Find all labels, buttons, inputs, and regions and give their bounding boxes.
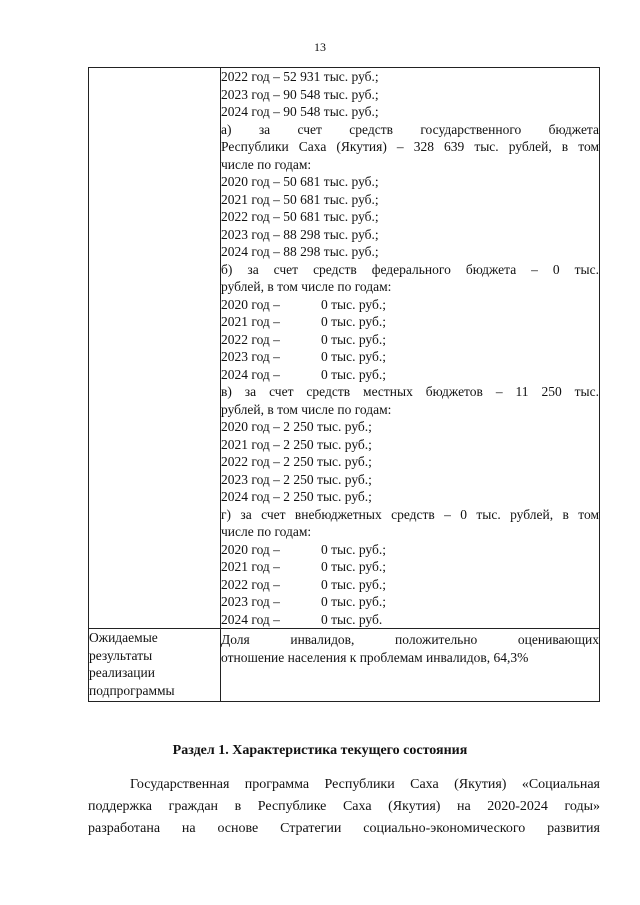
funding-line <box>221 611 599 629</box>
funding-amount: 0 тыс. руб.; <box>321 314 386 329</box>
section-heading: Раздел 1. Характеристика текущего состояния <box>172 743 468 758</box>
funding-line <box>221 576 599 594</box>
funding-year: 2020 год – <box>221 296 280 312</box>
results-label-line: подпрограммы <box>89 682 175 698</box>
funding-line: 2023 год – 2 250 тыс. руб.; <box>221 471 372 487</box>
funding-line: числе по годам: <box>221 156 312 172</box>
funding-amount: 0 тыс. руб.; <box>321 541 386 557</box>
funding-content-cell <box>221 68 600 629</box>
funding-line: 2021 год – 50 681 тыс. руб.; <box>221 191 379 207</box>
funding-line <box>221 541 599 559</box>
funding-line: 2022 год – 2 250 тыс. руб.; <box>221 454 372 469</box>
funding-year: 2020 год – <box>221 541 280 557</box>
funding-line: Республики Саха (Якутия) – 328 639 тыс. рублей, в том <box>221 139 599 154</box>
results-label-line: реализации <box>89 665 155 680</box>
funding-line: а) за счет средств государственного бюджета <box>221 121 599 137</box>
funding-line: 2023 год – 88 298 тыс. руб.; <box>221 226 379 242</box>
funding-amount: 0 тыс. руб.; <box>321 366 386 382</box>
funding-year: 2022 год – <box>221 576 280 592</box>
paragraph-line: поддержка граждан в Республике Саха (Якутия) на 2020-2024 годы» <box>88 799 600 814</box>
funding-amount: 0 тыс. руб.; <box>321 594 386 609</box>
funding-amount: 0 тыс. руб.; <box>321 559 386 574</box>
results-label-cell <box>89 629 221 702</box>
section-paragraph <box>88 774 600 840</box>
funding-amount: 0 тыс. руб.; <box>321 349 386 364</box>
funding-line: 2024 год – 90 548 тыс. руб.; <box>221 104 379 119</box>
funding-line <box>221 313 599 331</box>
funding-label-cell <box>89 68 221 629</box>
funding-line: числе по годам: <box>221 524 312 539</box>
funding-line: 2022 год – 50 681 тыс. руб.; <box>221 209 379 224</box>
funding-year: 2021 год – <box>221 559 280 574</box>
funding-line <box>221 296 599 314</box>
results-text-line: отношение населения к проблемам инвалидов, 64,3% <box>221 649 529 665</box>
funding-year: 2024 год – <box>221 611 280 627</box>
funding-year: 2022 год – <box>221 331 280 347</box>
funding-amount: 0 тыс. руб.; <box>321 296 386 312</box>
funding-line: рублей, в том числе по годам: <box>221 401 392 417</box>
funding-row <box>89 68 600 629</box>
funding-year: 2023 год – <box>221 349 280 364</box>
results-label-line: Ожидаемые <box>89 630 158 645</box>
funding-line <box>221 331 599 349</box>
results-content-cell <box>221 629 600 702</box>
paragraph-line: разработана на основе Стратегии социально-экономического развития <box>88 821 600 836</box>
funding-line: 2022 год – 52 931 тыс. руб.; <box>221 69 379 84</box>
funding-line: 2024 год – 88 298 тыс. руб.; <box>221 244 379 259</box>
paragraph-line: Государственная программа Республики Саха (Якутия) «Социальная <box>130 777 600 792</box>
funding-line: г) за счет внебюджетных средств – 0 тыс. рублей, в том <box>221 506 599 522</box>
funding-line: в) за счет средств местных бюджетов – 11 250 тыс. <box>221 384 599 399</box>
funding-line <box>221 593 599 611</box>
results-label-line: результаты <box>89 647 153 663</box>
funding-year: 2023 год – <box>221 594 280 609</box>
funding-amount: 0 тыс. руб.; <box>321 576 386 592</box>
funding-line <box>221 366 599 384</box>
funding-line: рублей, в том числе по годам: <box>221 279 392 294</box>
page-number: 13 <box>314 40 326 54</box>
funding-amount: 0 тыс. руб.; <box>321 331 386 347</box>
funding-line: 2024 год – 2 250 тыс. руб.; <box>221 489 372 504</box>
funding-line <box>221 348 599 366</box>
results-row <box>89 629 600 702</box>
funding-amount: 0 тыс. руб. <box>321 611 383 627</box>
funding-line <box>221 558 599 576</box>
funding-line: б) за счет средств федерального бюджета – 0 тыс. <box>221 261 599 277</box>
funding-line: 2023 год – 90 548 тыс. руб.; <box>221 86 379 102</box>
funding-line: 2020 год – 50 681 тыс. руб.; <box>221 174 379 189</box>
funding-year: 2024 год – <box>221 366 280 382</box>
funding-line: 2021 год – 2 250 тыс. руб.; <box>221 436 372 452</box>
results-text-line: Доля инвалидов, положительно оценивающих <box>221 632 599 647</box>
funding-line: 2020 год – 2 250 тыс. руб.; <box>221 419 372 434</box>
funding-year: 2021 год – <box>221 314 280 329</box>
program-passport-table <box>88 67 600 702</box>
